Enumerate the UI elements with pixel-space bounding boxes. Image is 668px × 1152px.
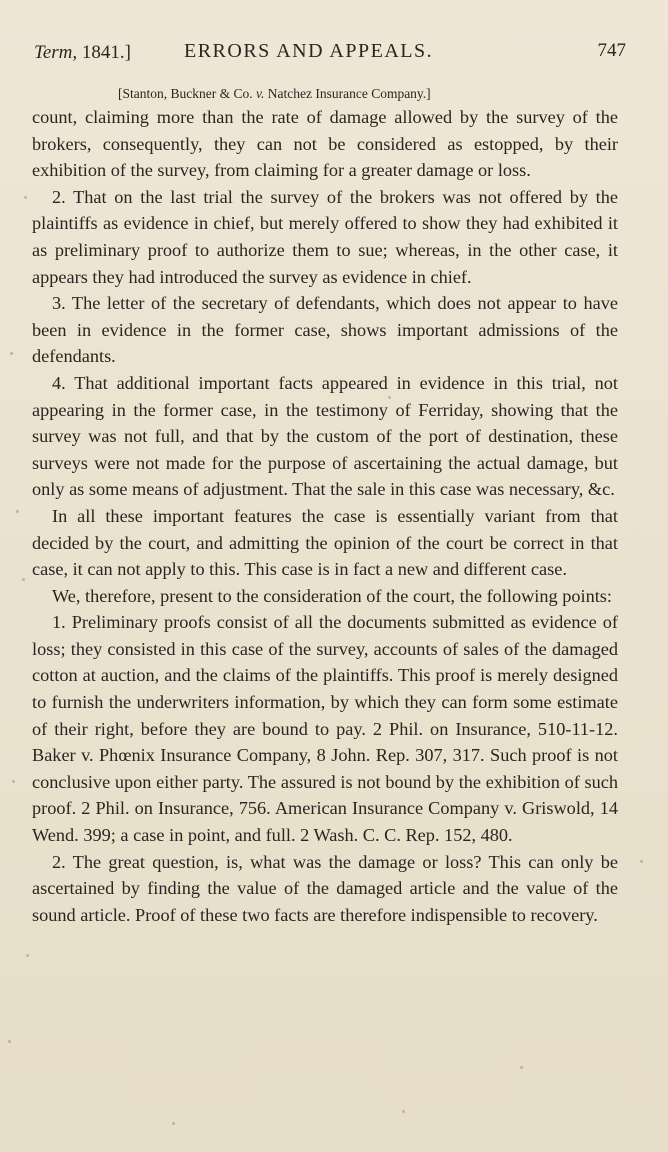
- paper-speck: [22, 578, 25, 581]
- paper-speck: [640, 860, 643, 863]
- paragraph-continuation: count, claiming more than the rate of damage allowed by the survey of the brokers, consequently, they can not be considered as estopped, by their exhibition of the survey, from claiming for a greater damage or loss.: [32, 107, 618, 181]
- term-year: 1841.]: [81, 42, 131, 63]
- term-label: Term,: [34, 42, 78, 63]
- paragraph-great-question: 2. The great question, is, what was the damage or loss? This can only be ascertained by finding the value of the damaged article and the value of the sound article. Proof of these two facts are therefore indispensible to recovery.: [32, 851, 618, 925]
- page-number: 747: [597, 40, 626, 61]
- paragraph-preliminary-proofs: 1. Preliminary proofs consist of all the documents submitted as evidence of loss; they consisted in this case of the survey, accounts of sales of the damaged cotton at auction, and the claims of the plaintiffs. This proof is merely designed to furnish the underwriters information, by which they can form some estimate of their right, before they are bound to pay. 2 Phil. on Insurance, 510-11-12. Baker v. Phœnix Insurance Company, 8 John. Rep. 307, 317. Such proof is not conclusive upon either party. The assured is not bound by the exhibition of such proof. 2 Phil. on Insurance, 756. American Insurance Company v. Griswold, 14 Wend. 399; a case in point, and full. 2 Wash. C. C. Rep. 152, 480.: [32, 612, 618, 846]
- caption-open-bracket: [: [118, 86, 123, 101]
- paper-speck: [172, 1122, 175, 1125]
- caption-party-a: Stanton, Buckner & Co.: [122, 86, 253, 101]
- paper-speck: [24, 196, 27, 199]
- paragraph-points-intro: We, therefore, present to the consideration of the court, the following points:: [52, 585, 613, 606]
- paper-speck: [26, 954, 29, 957]
- caption-party-b: Natchez Insurance Company.]: [267, 86, 431, 101]
- paragraph-point-2-trial: 2. That on the last trial the survey of the brokers was not offered by the plaintiffs as evidence in chief, but merely offered to show they had exhibited it as preliminary proof to authorize them to sue; whereas, in the other case, it appears they had introduced the survey as evidence in chief.: [32, 186, 618, 287]
- running-head: [34, 38, 626, 68]
- paper-speck: [10, 352, 13, 355]
- paragraph-variant-case: In all these important features the case is essentially variant from that decided by the court, and admitting the opinion of the court be correct in that case, it can not apply to this. This case is in fact a new and different case.: [32, 505, 618, 580]
- paper-speck: [520, 1066, 523, 1069]
- paper-speck: [12, 780, 15, 783]
- paragraph-point-3-letter: 3. The letter of the secretary of defendants, which does not appear to have been in evidence in the former case, shows important admissions of the defendants.: [32, 293, 618, 367]
- paper-speck: [402, 1110, 405, 1113]
- paragraph-point-4-facts: 4. That additional important facts appeared in evidence in this trial, not appearing in the former case, in the testimony of Ferriday, showing that the survey was not full, and that by the custom of the port of destination, these surveys were not made for the purpose of ascertaining the actual damage, but only as some means of adjustment. That the sale in this case was necessary, &c.: [32, 372, 618, 500]
- caption-versus: v.: [256, 86, 265, 101]
- paper-speck: [8, 1040, 11, 1043]
- body-text: [32, 104, 618, 928]
- case-caption: [118, 86, 431, 102]
- paper-speck: [16, 510, 19, 513]
- running-head-title: ERRORS AND APPEALS.: [184, 40, 434, 62]
- running-head-term: [34, 42, 131, 64]
